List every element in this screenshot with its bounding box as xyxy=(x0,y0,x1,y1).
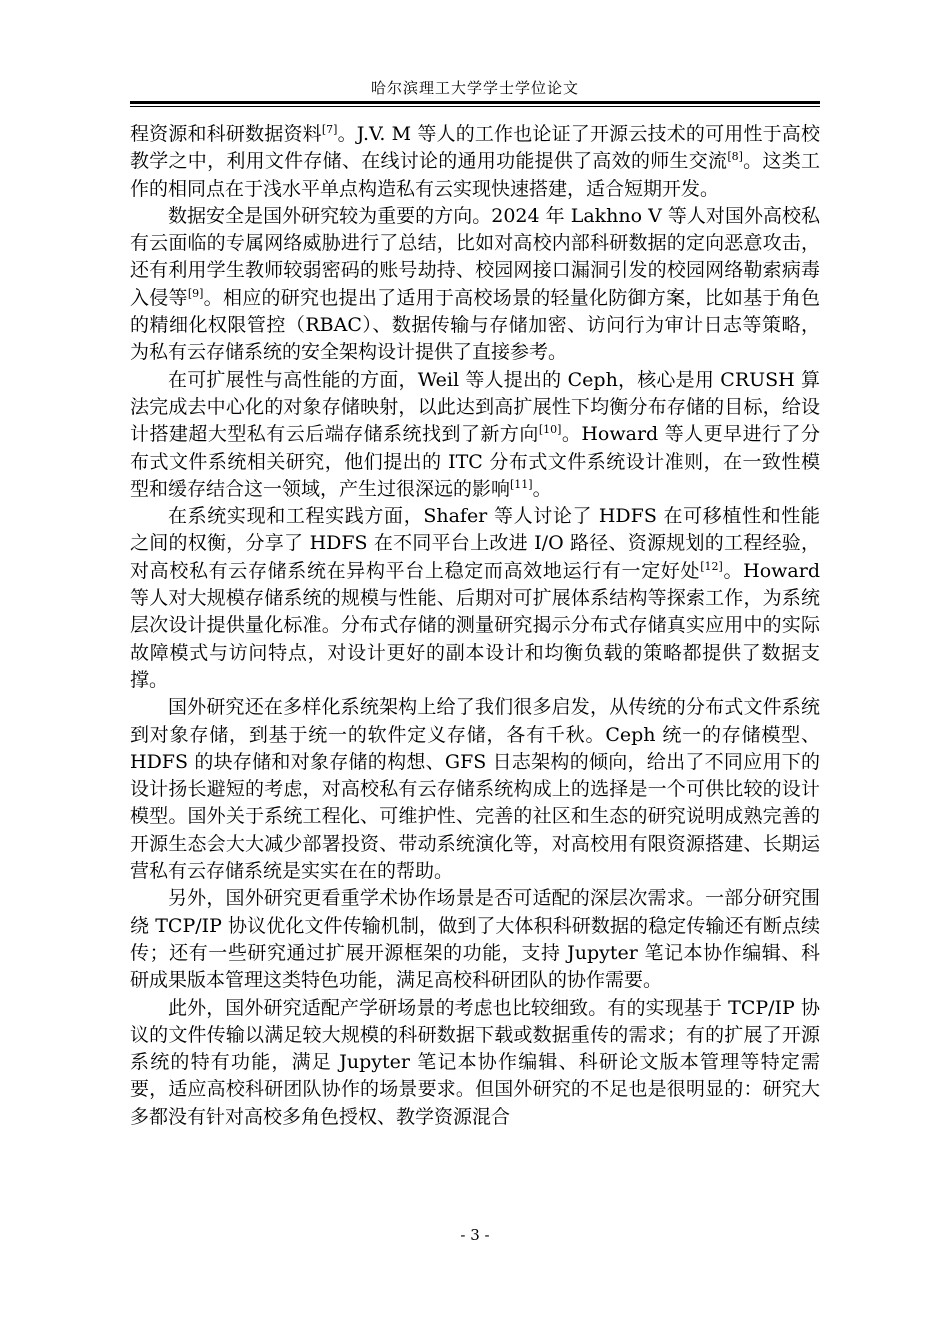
body-text xyxy=(130,121,820,1131)
paragraph-text: 另外，国外研究更看重学术协作场景是否可适配的深层次需求。一部分研究围绕 TCP/IP 协议优化文件传输机制，做到了大体积科研数据的稳定传输还有断点续传；还有一些研究通过扩展开源框架的功能，支持 Jupyter 笔记本协作编辑、科研成果版本管理这类特色功能，满足高校科研团队的协作需要。 xyxy=(130,887,820,992)
body-paragraph xyxy=(130,995,820,1131)
paragraph-text: 此外，国外研究适配产学研场景的考虑也比较细致。有的实现基于 TCP/IP 协议的文件传输以满足较大规模的科研数据下载或数据重传的需求；有的扩展了开源系统的特有功能，满足 Jupyter 笔记本协作编辑、科研论文版本管理等特定需要，适应高校科研团队协作的场景要求。但国外研究的不足也是很明显的：研究大多都没有针对高校多角色授权、教学资源混合 xyxy=(130,996,820,1128)
header-rule-thin xyxy=(130,106,820,107)
paragraph-text: 数据安全是国外研究较为重要的方向。2024 年 Lakhno V 等人对国外高校私有云面临的专属网络威胁进行了总结，比如对高校内部科研数据的定向恶意攻击，还有利用学生教师较弱密码的账号劫持、校园网接口漏洞引发的校园网络勒索病毒入侵等 xyxy=(130,204,820,309)
citation-ref: [12] xyxy=(700,559,723,573)
body-paragraph xyxy=(130,694,820,885)
paragraph-text: 。这类工作的相同点在于浅水平单点构造私有云实现快速搭建，适合短期开发。 xyxy=(130,150,820,200)
page-number: - 3 - xyxy=(460,1226,490,1244)
body-paragraph xyxy=(130,367,820,503)
body-paragraph xyxy=(130,121,820,203)
body-paragraph xyxy=(130,885,820,994)
paragraph-text: 程资源和科研数据资料 xyxy=(130,123,322,145)
paragraph-text: 。 xyxy=(532,477,552,500)
citation-ref: [10] xyxy=(538,423,562,437)
paragraph-text: 在系统实现和工程实践方面，Shafer 等人讨论了 HDFS 在可移植性和性能之间的权衡，分享了 HDFS 在不同平台上改进 I/O 路径、资源规划的工程经验，对高校私有云存储系统在异构平台上稳定而高效地运行有一定好处 xyxy=(130,505,820,582)
paragraph-text: 。J.V. M 等人的工作也论证了开源云技术的可用性于高校教学之中，利用文件存储、在线讨论的通用功能提供了高效的师生交流 xyxy=(130,123,820,173)
paragraph-text: 。Howard 等人更早进行了分布式文件系统相关研究，他们提出的 ITC 分布式文件系统设计准则，在一致性模型和缓存结合这一领域，产生过很深远的影响 xyxy=(130,423,820,500)
citation-ref: [11] xyxy=(510,477,533,491)
page-header-title: 哈尔滨理工大学学士学位论文 xyxy=(370,79,579,97)
citation-ref: [8] xyxy=(727,150,743,164)
citation-ref: [7] xyxy=(321,123,338,136)
paragraph-text: 。Howard 等人对大规模存储系统的规模与性能、后期对可扩展体系结构等探索工作，为系统层次设计提供量化标准。分布式存储的测量研究揭示分布式存储真实应用中的实际故障模式与访问特点，对设计更好的副本设计和均衡负载的策略都提供了数据支撑。 xyxy=(130,559,820,691)
paragraph-text: 国外研究还在多样化系统架构上给了我们很多启发，从传统的分布式文件系统到对象存储，到基于统一的软件定义存储，各有千秋。Ceph 统一的存储模型、HDFS 的块存储和对象存储的构想、GFS 日志架构的倾向，给出了不同应用下的设计扬长避短的考虑，对高校私有云存储系统构成上的选择是一个可供比较的设计模型。国外关于系统工程化、可维护性、完善的社区和生态的研究说明成熟完善的开源生态会大大减少部署投资、带动系统演化等，对高校用有限资源搭建、长期运营私有云存储系统是实实在在的帮助。 xyxy=(130,696,820,883)
body-paragraph xyxy=(130,203,820,367)
paragraph-text: 。相应的研究也提出了适用于高校场景的轻量化防御方案，比如基于角色的精细化权限管控（RBAC）、数据传输与存储加密、访问行为审计日志等策略，为私有云存储系统的安全架构设计提供了直接参考。 xyxy=(130,286,820,364)
paragraph-text: 在可扩展性与高性能的方面，Weil 等人提出的 Ceph，核心是用 CRUSH 算法完成去中心化的对象存储映射，以此达到高扩展性下均衡分布存储的目标，给设计搭建超大型私有云后端存储系统找到了新方向 xyxy=(130,368,820,446)
body-paragraph xyxy=(130,503,820,694)
citation-ref: [9] xyxy=(187,286,204,300)
header-rule-thick xyxy=(130,101,820,104)
